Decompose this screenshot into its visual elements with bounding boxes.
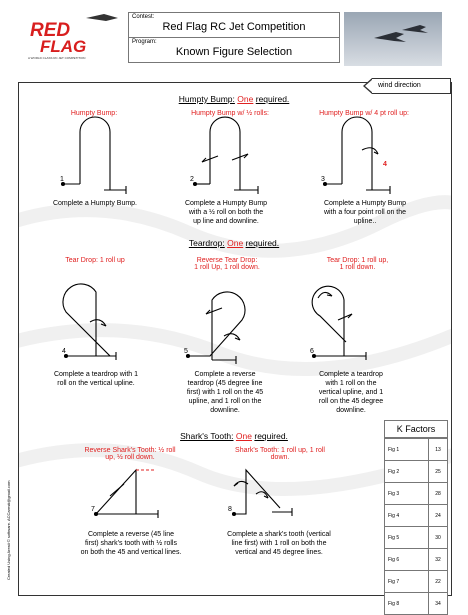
- table-row: Fig 2 25: [385, 461, 448, 483]
- fig2-description: Complete a Humpty Bump with a ½ roll on both the up line and downline.: [184, 200, 268, 225]
- fig8-diagram: [233, 470, 293, 516]
- fig6-number: 6: [310, 348, 314, 355]
- fig2-number: 2: [190, 176, 194, 183]
- logo-text-red: RED: [30, 20, 71, 41]
- fig1-number: 1: [60, 176, 64, 183]
- fig5-description: Complete a reverse teardrop (45 degree line first) with 1 roll on the 45 upline, and 1 roll on the downline.: [186, 371, 264, 414]
- fig3-number: 3: [321, 176, 325, 183]
- fig4-description: Complete a teardrop with 1 roll on the vertical upline.: [53, 371, 139, 387]
- fig5-title: Reverse Tear Drop: 1 roll Up, 1 roll down.: [194, 257, 260, 271]
- fig6-diagram: [312, 286, 366, 360]
- fig6-description: Complete a teardrop with 1 roll on the vertical upline, and 1 roll on the 45 degree downline.: [318, 371, 384, 414]
- table-row: Fig 6 32: [385, 549, 448, 571]
- software-credit: Created Using Aresti © software. ACCaresti@gmail.com: [6, 480, 11, 580]
- program-label: Program:: [132, 39, 157, 45]
- fig2-title: Humpty Bump w/ ½ rolls:: [191, 110, 269, 117]
- section-teardrop: Teardrop: One required.: [188, 238, 280, 248]
- fig7-description: Complete a reverse (45 line first) shark's tooth with ½ rolls on both the 45 and vertical lines.: [80, 531, 182, 556]
- table-row: Fig 7 22: [385, 571, 448, 593]
- table-row: Fig 3 28: [385, 483, 448, 505]
- fig5-number: 5: [184, 348, 188, 355]
- fig4-diagram: [63, 284, 116, 360]
- contest-name: Red Flag RC Jet Competition: [162, 21, 306, 33]
- section-sharks-tooth: Shark's Tooth: One required.: [180, 431, 288, 441]
- section-humpty-bump: Humpty Bump: One required.: [178, 94, 290, 104]
- table-row: Fig 1 13: [385, 439, 448, 461]
- logo-tagline: A WORLD CLASS RC JET COMPETITION: [28, 56, 86, 60]
- fig1-title: Humpty Bump:: [70, 110, 118, 117]
- table-row: Fig 4 24: [385, 505, 448, 527]
- fig3-diagram: [324, 117, 391, 194]
- contest-label: Contest:: [132, 14, 155, 20]
- fig1-description: Complete a Humpty Bump.: [52, 200, 138, 207]
- program-name: Known Figure Selection: [175, 46, 293, 58]
- fig5-diagram: [187, 292, 246, 364]
- fig7-title: Reverse Shark's Tooth: ½ roll up, ½ roll down.: [84, 447, 176, 461]
- k-factors-table: [384, 420, 448, 615]
- fig4-title: Tear Drop: 1 roll up: [65, 257, 125, 264]
- fig8-number: 8: [228, 506, 232, 513]
- wind-direction-label: wind direction: [378, 82, 421, 89]
- fig6-title: Tear Drop: 1 roll up, 1 roll down.: [326, 257, 389, 271]
- fig7-diagram: [95, 470, 159, 518]
- fig8-description: Complete a shark's tooth (vertical line first) with 1 roll on both the vertical and 45 degree lines.: [227, 531, 331, 556]
- fig4-number: 4: [62, 348, 66, 355]
- table-row: Fig 5 30: [385, 527, 448, 549]
- fig8-title: Shark's Tooth: 1 roll up, 1 roll down.: [235, 447, 325, 461]
- fig3-description: Complete a Humpty Bump with a four point roll on the upline..: [323, 200, 407, 225]
- fig3-roll-mark: 4: [383, 161, 387, 168]
- logo-text-flag: FLAG: [40, 37, 87, 56]
- fig7-number: 7: [91, 506, 95, 513]
- fig3-title: Humpty Bump w/ 4 pt roll up:: [319, 110, 409, 117]
- fig2-diagram: [194, 117, 259, 194]
- fig1-diagram: [62, 117, 127, 194]
- k-factors-title: K Factors: [384, 420, 448, 438]
- table-row: Fig 8 34: [385, 593, 448, 615]
